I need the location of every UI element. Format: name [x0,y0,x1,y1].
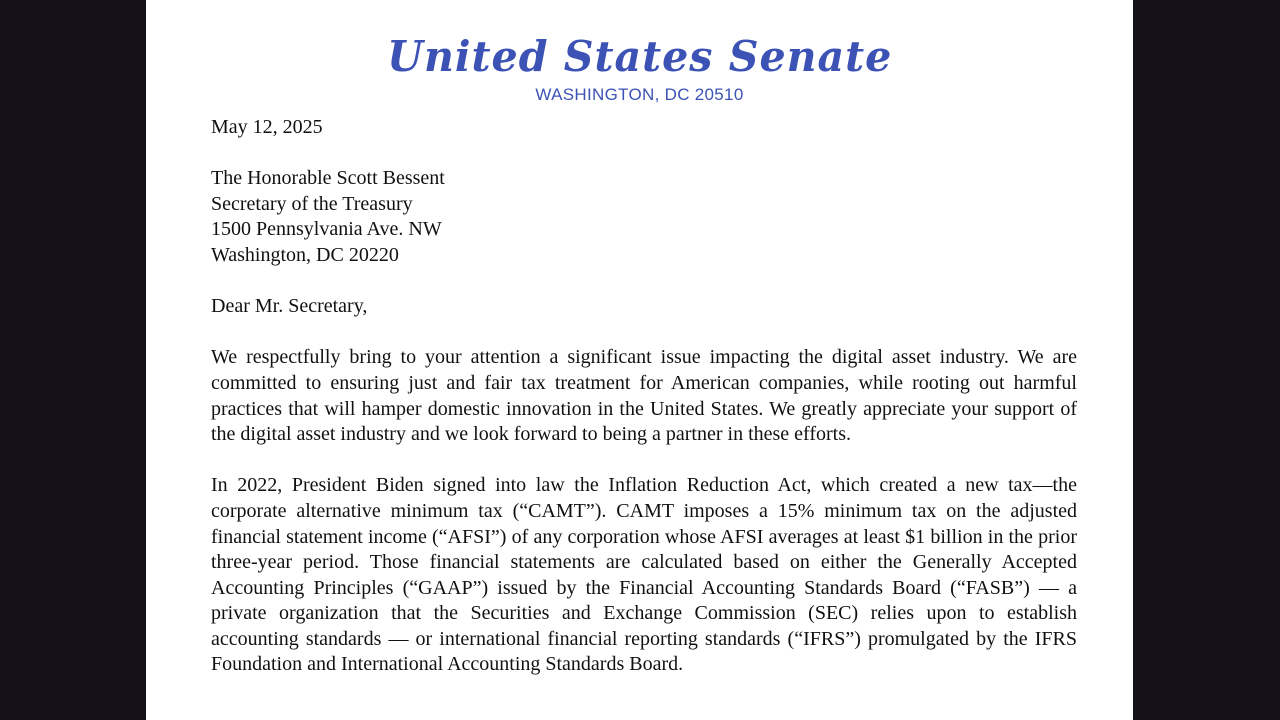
recipient-title: Secretary of the Treasury [211,192,413,215]
recipient-street: 1500 Pennsylvania Ave. NW [211,218,442,241]
recipient-block [211,166,1077,268]
letter-body [211,115,1077,678]
letterhead-title: United States Senate [386,32,893,81]
letterhead [146,32,1133,105]
recipient-city: Washington, DC 20220 [211,243,399,266]
letter-page [146,0,1133,720]
recipient-name: The Honorable Scott Bessent [211,167,445,190]
paragraph-1: We respectfully bring to your attention a significant issue impacting the digital asset industry. We are committed to ensuring just and fair tax treatment for American companies, while rooting out harmful practices that will hamper domestic innovation in the United States. We greatly appreciate your support of the digital asset industry and we look forward to being a partner in these efforts. [211,346,1077,446]
salutation: Dear Mr. Secretary, [211,295,368,318]
letter-date: May 12, 2025 [211,116,323,138]
paragraph-2: In 2022, President Biden signed into law the Inflation Reduction Act, which created a new tax—the corporate alternative minimum tax (“CAMT”). CAMT imposes a 15% minimum tax on the adjusted financial statement income (“AFSI”) of any corporation whose AFSI averages at least $1 billion in the prior three-year period. Those financial statements are calculated based on either the Generally Accepted Accounting Principles (“GAAP”) issued by the Financial Accounting Standards Board (“FASB”) — a private organization that the Securities and Exchange Commission (SEC) relies upon to establish accounting standards — or international financial reporting standards (“IFRS”) promulgated by the IFRS Foundation and International Accounting Standards Board. [211,474,1077,676]
letterhead-address: WASHINGTON, DC 20510 [535,85,744,104]
